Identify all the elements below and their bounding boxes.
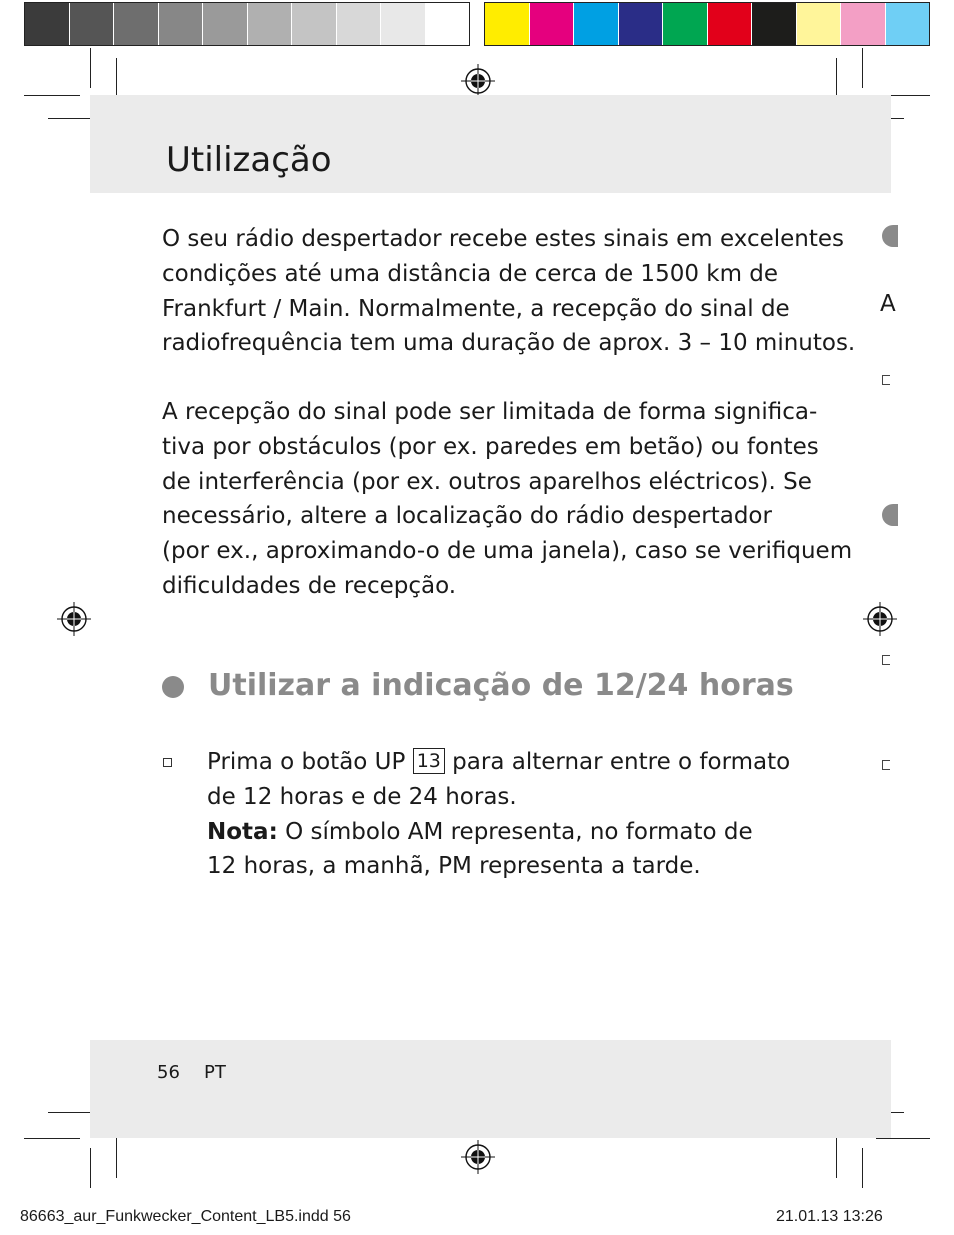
color-swatch	[203, 3, 248, 45]
crop-mark	[24, 95, 80, 96]
color-swatch	[337, 3, 382, 45]
text-line: Frankfurt / Main. Normalmente, a recepção do sinal de	[162, 295, 790, 322]
crop-mark	[90, 48, 91, 88]
edge-checkbox-icon	[882, 375, 890, 385]
registration-mark-icon	[863, 602, 897, 636]
slug-file-info: 86663_aur_Funkwecker_Content_LB5.indd 56	[20, 1208, 351, 1225]
step-checkbox-icon	[163, 758, 172, 767]
color-swatch	[70, 3, 115, 45]
color-swatch	[426, 3, 470, 45]
color-swatch	[663, 3, 708, 45]
color-swatch	[530, 3, 575, 45]
crop-mark	[48, 118, 96, 119]
color-swatch	[25, 3, 70, 45]
step-line: de 12 horas e de 24 horas.	[207, 783, 517, 810]
text-line: A recepção do sinal pode ser limitada de forma significa-	[162, 399, 818, 425]
color-swatch	[159, 3, 204, 45]
crop-mark	[862, 1148, 863, 1188]
text-line: de interferência (por ex. outros aparelhos eléctricos). Se	[162, 468, 812, 495]
color-swatch	[752, 3, 797, 45]
section-heading: Utilizar a indicação de 12/24 horas	[208, 668, 794, 703]
edge-bullet-icon	[882, 504, 898, 526]
text-line: radiofrequência tem uma duração de aprox. 3 – 10 minutos.	[162, 330, 856, 357]
step-line: Prima o botão UP 13 para alternar entre o formato	[207, 749, 791, 775]
crop-mark	[836, 1132, 837, 1178]
edge-checkbox-icon	[882, 760, 890, 770]
page-number: 56	[157, 1062, 180, 1083]
color-swatch	[841, 3, 886, 45]
crop-mark	[862, 48, 863, 88]
process-color-bar	[484, 2, 930, 46]
text-line: O seu rádio despertador recebe estes sinais em excelentes	[162, 226, 845, 252]
color-swatch	[574, 3, 619, 45]
page-title: Utilização	[166, 140, 332, 180]
registration-mark-icon	[57, 602, 91, 636]
text-line: condições até uma distância de cerca de 1500 km de	[162, 260, 779, 287]
edge-checkbox-icon	[882, 655, 890, 665]
crop-mark	[876, 1138, 930, 1139]
paragraph-reception-range	[162, 222, 856, 361]
note-line: 12 horas, a manhã, PM representa a tarde.	[207, 853, 701, 880]
text-line: necessário, altere a localização do rádio despertador	[162, 503, 772, 530]
text-line: (por ex., aproximando-o de uma janela), caso se verifiquem	[162, 538, 853, 565]
crop-mark	[24, 1138, 80, 1139]
crop-mark	[48, 1112, 96, 1113]
button-reference: 13	[413, 748, 445, 774]
text-line: dificuldades de recepção.	[162, 572, 457, 599]
color-swatch	[292, 3, 337, 45]
crop-mark	[90, 1148, 91, 1188]
color-swatch	[381, 3, 426, 45]
slug-date-info: 21.01.13 13:26	[776, 1208, 883, 1225]
paragraph-reception-obstacles	[162, 395, 853, 604]
grayscale-color-bar	[24, 2, 470, 46]
registration-mark-icon	[461, 64, 495, 98]
note-label: Nota:	[207, 818, 278, 845]
note-line: Nota: O símbolo AM representa, no formato de	[207, 818, 753, 845]
text-line: tiva por obstáculos (por ex. paredes em betão) ou fontes	[162, 433, 819, 460]
color-swatch	[797, 3, 842, 45]
color-swatch	[619, 3, 664, 45]
color-swatch	[708, 3, 753, 45]
edge-bullet-icon	[882, 225, 898, 247]
color-swatch	[886, 3, 930, 45]
registration-mark-icon	[461, 1140, 495, 1174]
section-bullet-icon	[162, 676, 184, 698]
step-instruction	[207, 745, 790, 884]
color-swatch	[114, 3, 159, 45]
color-swatch	[485, 3, 530, 45]
page-language: PT	[204, 1062, 226, 1083]
crop-mark	[116, 1132, 117, 1178]
color-swatch	[248, 3, 293, 45]
edge-text: A	[880, 291, 896, 317]
footer-band	[90, 1040, 891, 1138]
